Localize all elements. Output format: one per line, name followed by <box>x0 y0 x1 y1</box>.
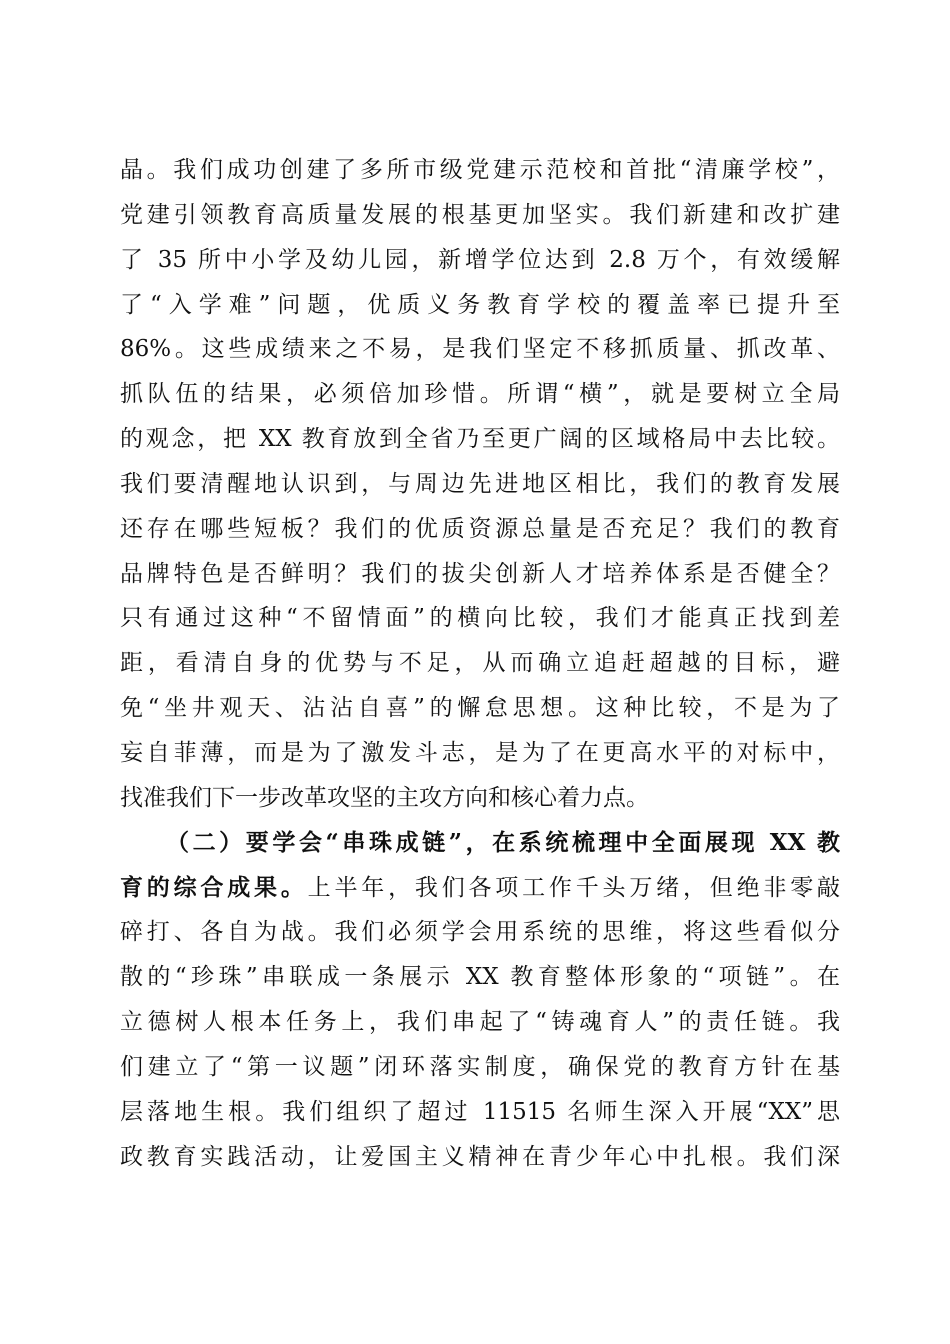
text-line: 我们要清醒地认识到，与周边先进地区相比，我们的教育发展 <box>120 470 840 497</box>
text-line: 还存在哪些短板？我们的优质资源总量是否充足？我们的教育 <box>120 515 840 542</box>
text-line: 党建引领教育高质量发展的根基更加坚实。我们新建和改扩建 <box>120 201 840 228</box>
text-line: 妄自菲薄，而是为了激发斗志，是为了在更高水平的对标中， <box>120 739 840 766</box>
text-line: 政教育实践活动，让爱国主义精神在青少年心中扎根。我们深 <box>120 1143 840 1170</box>
section-text: 上半年，我们各项工作千头万绪，但绝非零敲 <box>307 874 840 901</box>
text-line: 品牌特色是否鲜明？我们的拔尖创新人才培养体系是否健全？ <box>120 560 840 587</box>
text-line: 立德树人根本任务上，我们串起了“铸魂育人”的责任链。我 <box>120 1009 840 1036</box>
text-line: 只有通过这种“不留情面”的横向比较，我们才能真正找到差 <box>120 605 840 632</box>
text-line: 的观念，把 XX 教育放到全省乃至更广阔的区域格局中去比较。 <box>120 426 840 453</box>
text-line: 层落地生根。我们组织了超过 11515 名师生深入开展“XX”思 <box>120 1098 840 1125</box>
text-line: 们建立了“第一议题”闭环落实制度，确保党的教育方针在基 <box>120 1053 840 1080</box>
text-line: 免“坐井观天、沾沾自喜”的懈怠思想。这种比较，不是为了 <box>120 695 840 722</box>
text-line: 抓队伍的结果，必须倍加珍惜。所谓“横”，就是要树立全局 <box>120 381 840 408</box>
text-line: 86%。这些成绩来之不易，是我们坚定不移抓质量、抓改革、 <box>120 336 840 363</box>
text-line: 了 35 所中小学及幼儿园，新增学位达到 2.8 万个，有效缓解 <box>120 246 840 273</box>
text-line: 找准我们下一步改革攻坚的主攻方向和核心着力点。 <box>120 784 649 811</box>
body-text <box>120 148 840 1179</box>
text-line <box>120 866 840 911</box>
text-line: 晶。我们成功创建了多所市级党建示范校和首批“清廉学校”， <box>120 157 840 183</box>
text-line: 距，看清自身的优势与不足，从而确立追赶超越的目标，避 <box>120 650 840 677</box>
text-line: 了“入学难”问题，优质义务教育学校的覆盖率已提升至 <box>120 291 840 318</box>
section-heading-end: 育的综合成果。 <box>120 873 308 901</box>
text-line: 碎打、各自为战。我们必须学会用系统的思维，将这些看似分 <box>120 919 840 946</box>
text-line: 散的“珍珠”串联成一条展示 XX 教育整体形象的“项链”。在 <box>120 964 840 991</box>
section-heading: （二）要学会“串珠成链”，在系统梳理中全面展现 XX 教 <box>166 828 840 856</box>
